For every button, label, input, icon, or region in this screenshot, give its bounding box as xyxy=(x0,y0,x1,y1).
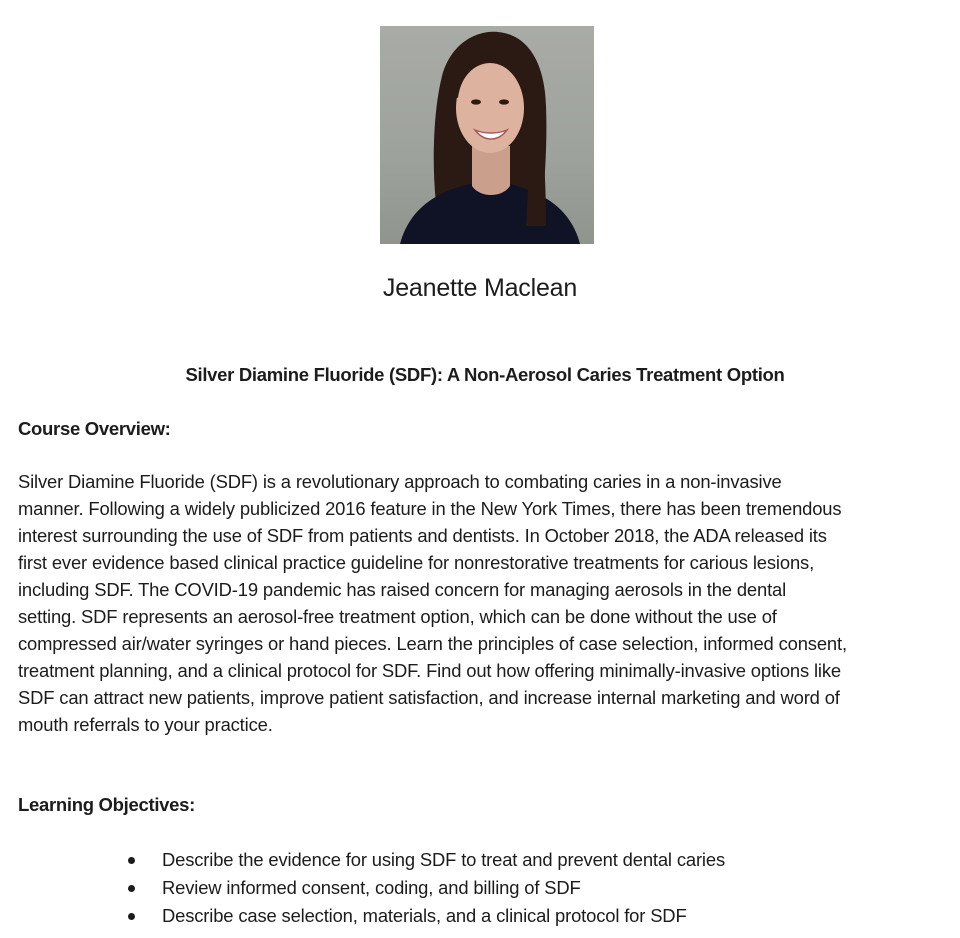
overview-line: including SDF. The COVID-19 pandemic has raised concern for managing aerosols in the dental xyxy=(18,579,787,600)
objective-text: Describe the evidence for using SDF to treat and prevent dental caries xyxy=(162,849,725,870)
speaker-portrait xyxy=(380,26,594,244)
objective-text: Review informed consent, coding, and billing of SDF xyxy=(162,877,581,898)
bullet-icon xyxy=(128,913,135,920)
learning-objectives-heading: Learning Objectives: xyxy=(18,794,195,815)
overview-line: interest surrounding the use of SDF from patients and dentists. In October 2018, the ADA released its xyxy=(18,525,827,546)
overview-line: mouth referrals to your practice. xyxy=(18,714,273,735)
objective-text: Describe case selection, materials, and a clinical protocol for SDF xyxy=(162,905,687,926)
speaker-name: Jeanette Maclean xyxy=(382,274,578,302)
list-item xyxy=(0,846,725,874)
bullet-icon xyxy=(128,857,135,864)
overview-line: treatment planning, and a clinical protocol for SDF. Find out how offering minimally-invasive options like xyxy=(18,660,841,681)
learning-objectives-list xyxy=(0,846,725,930)
overview-line: Silver Diamine Fluoride (SDF) is a revolutionary approach to combating caries in a non-invasive xyxy=(18,471,782,492)
course-title: Silver Diamine Fluoride (SDF): A Non-Aerosol Caries Treatment Option xyxy=(185,364,785,385)
overview-line: compressed air/water syringes or hand pieces. Learn the principles of case selection, informed consent, xyxy=(18,633,847,654)
course-overview-text xyxy=(18,468,948,738)
overview-line: SDF can attract new patients, improve patient satisfaction, and increase internal marketing and word of xyxy=(18,687,840,708)
bullet-icon xyxy=(128,885,135,892)
overview-line: first ever evidence based clinical practice guideline for nonrestorative treatments for carious lesions, xyxy=(18,552,815,573)
speaker-photo xyxy=(380,26,594,244)
course-overview-heading: Course Overview: xyxy=(18,418,171,439)
overview-line: manner. Following a widely publicized 2016 feature in the New York Times, there has been tremendous xyxy=(18,498,842,519)
list-item xyxy=(0,874,725,902)
list-item xyxy=(0,902,725,930)
overview-line: setting. SDF represents an aerosol-free treatment option, which can be done without the use of xyxy=(18,606,777,627)
